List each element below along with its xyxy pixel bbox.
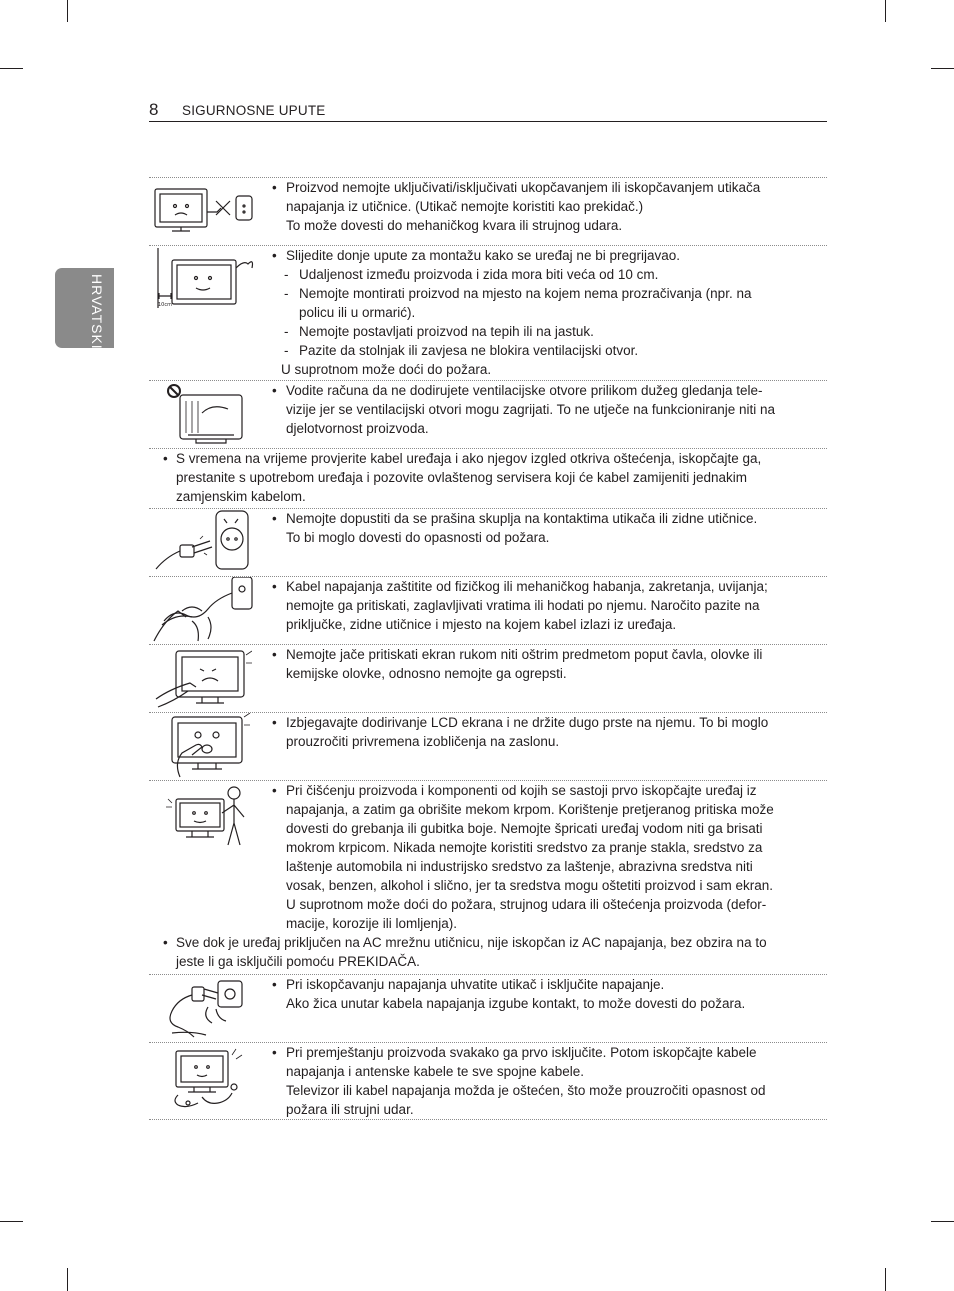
section-title: SIGURNOSNE UPUTE	[182, 103, 326, 118]
tv-vent-hot-icon	[152, 383, 252, 445]
bullet: •	[272, 579, 277, 594]
safety-item	[149, 380, 827, 448]
crop-mark	[67, 1268, 68, 1291]
safety-item	[149, 780, 827, 933]
item-text: S vremena na vrijeme provjerite kabel uređaja i ako njegov izgled otkriva oštećenja, iskopčajte ga, prestanite s upotrebom uređaja i pozovite ovlaštenog servisera koji će kabel zamijeniti jednakim zamjenskim kabelom.	[176, 451, 762, 504]
safety-item	[149, 576, 827, 644]
item-text: Izbjegavajte dodirivanje LCD ekrana i ne držite dugo prste na njemu. To bi moglo prouzročiti privremena izobličenja na zaslonu.	[286, 715, 769, 749]
distance-label: 10cm	[158, 302, 172, 308]
tv-scratch-icon	[152, 647, 252, 709]
tv-cleaning-icon	[152, 785, 252, 849]
page-number: 8	[149, 100, 159, 119]
item-outro: U suprotnom može doći do požara.	[281, 362, 492, 377]
item-text: Proizvod nemojte uključivati/isključivati ukopčavanjem ili iskopčavanjem utikača napajanja iz utičnice. (Utikač nemojte koristiti kao prekidač.) To može dovesti do mehaničkog kvara ili strujnog udara.	[286, 180, 761, 233]
bullet: •	[272, 715, 277, 730]
safety-item	[149, 974, 827, 1042]
bullet: •	[272, 511, 277, 526]
crop-mark	[885, 0, 886, 22]
safety-item	[149, 448, 827, 508]
tv-unplug-icon	[152, 184, 256, 236]
crop-mark	[0, 1221, 23, 1222]
item-text: Pri iskopčavanju napajanja uhvatite utikač i isključite napajanje. Ako žica unutar kabela napajanja izgube kontakt, to može dovesti do požara.	[286, 977, 746, 1011]
item-text: Vodite računa da ne dodirujete ventilacijske otvore prilikom dužeg gledanja tele- vizije jer se ventilacijski otvori mogu zagrijati. To ne utječe na funkcioniranje niti na djelotvornost proizvoda.	[286, 383, 775, 436]
item-text: Pri čišćenju proizvoda i komponenti od kojih se sastoji prvo iskopčajte uređaj iz napajanja, a zatim ga obrišite mekom krpom. Korištenje pretjeranog pritiska može dovesti do grebanja ili gubitka boje. Nemojte špricati uređaj vodom niti ga brisati mokrom krpicom. Nikada nemojte koristiti sredstvo za pranje stakla, sredstvo za laštenje automobila ni industrijsko sredstvo za laštenje, abrazivna sredstva niti vosak, benzen, alkohol i slično, jer ta sredstva mogu oštetiti proizvod i sam ekran. U suprotnom može doći do požara, strujnog udara ili oštećenja proizvoda (defor- macije, korozije ili lomljenja).	[286, 783, 774, 931]
safety-item	[149, 1042, 827, 1120]
twisted-cable-icon	[152, 577, 256, 643]
item-text: Nemojte dopustiti da se prašina skuplja na kontaktima utikača ili zidne utičnice. To bi moglo dovesti do opasnosti od požara.	[286, 511, 758, 545]
crop-mark	[931, 68, 954, 69]
item-text: Kabel napajanja zaštitite od fizičkog ili mehaničkog habanja, zakretanja, uvijanja; nemojte ga pritiskati, zaglavljivati vratima ili hodati po njemu. Naročito pazite na priključke, zidne utičnice i mjesto na kojem kabel izlazi iz uređaja.	[286, 579, 768, 632]
crop-mark	[67, 0, 68, 22]
safety-item	[149, 508, 827, 576]
safety-item	[149, 177, 827, 245]
bullet: •	[272, 248, 277, 263]
bullet: •	[272, 783, 277, 798]
safety-item	[149, 712, 827, 780]
safety-item	[149, 933, 827, 974]
item-text: Sve dok je uređaj priključen na AC mrežnu utičnicu, nije iskopčan iz AC napajanja, bez obzira na to jeste li ga isključili pomoću PREKIDAČA.	[176, 935, 767, 969]
tv-wall-distance-icon	[152, 248, 262, 312]
item-text: Pri premještanju proizvoda svakako ga prvo isključite. Potom iskopčajte kabele napajanja i antenske kabele te sve spojne kabele. Televizor ili kabel napajanja možda je oštećen, što može prouzročiti opasnost od požara ili strujni udar.	[286, 1045, 766, 1117]
tv-disconnect-cables-icon	[152, 1047, 252, 1111]
unplug-by-plug-icon	[152, 977, 252, 1039]
safety-item	[149, 644, 827, 712]
dusty-plug-icon	[152, 509, 252, 573]
dash-list: - Udaljenost između proizvoda i zida mora biti veća od 10 cm. - Nemojte montirati proizvod na mjesto na kojem nema prozračivanja (npr. na policu ili u ormarić). - Nemojte postavljati proizvod na tepih ili na jastuk. - Pazite da stolnjak ili zavjesa ne blokira ventilacijski otvor.	[299, 265, 751, 360]
bullet: •	[272, 1045, 277, 1060]
bullet: •	[272, 647, 277, 662]
crop-mark	[0, 68, 23, 69]
language-tab	[55, 268, 114, 348]
safety-item	[149, 245, 827, 380]
item-text: Slijedite donje upute za montažu kako se uređaj ne bi pregrijavao.	[286, 248, 680, 263]
crop-mark	[885, 1268, 886, 1291]
bullet: •	[163, 935, 168, 950]
item-text: Nemojte jače pritiskati ekran rukom niti oštrim predmetom poput čavla, olovke ili kemijske olovke, odnosno nemojte ga ogrepsti.	[286, 647, 763, 681]
header-rule	[149, 121, 827, 122]
bullet: •	[163, 451, 168, 466]
bullet: •	[272, 977, 277, 992]
crop-mark	[931, 1221, 954, 1222]
bullet: •	[272, 180, 277, 195]
language-label: HRVATSKI	[89, 274, 105, 350]
bullet: •	[272, 383, 277, 398]
tv-touch-screen-icon	[152, 713, 252, 779]
